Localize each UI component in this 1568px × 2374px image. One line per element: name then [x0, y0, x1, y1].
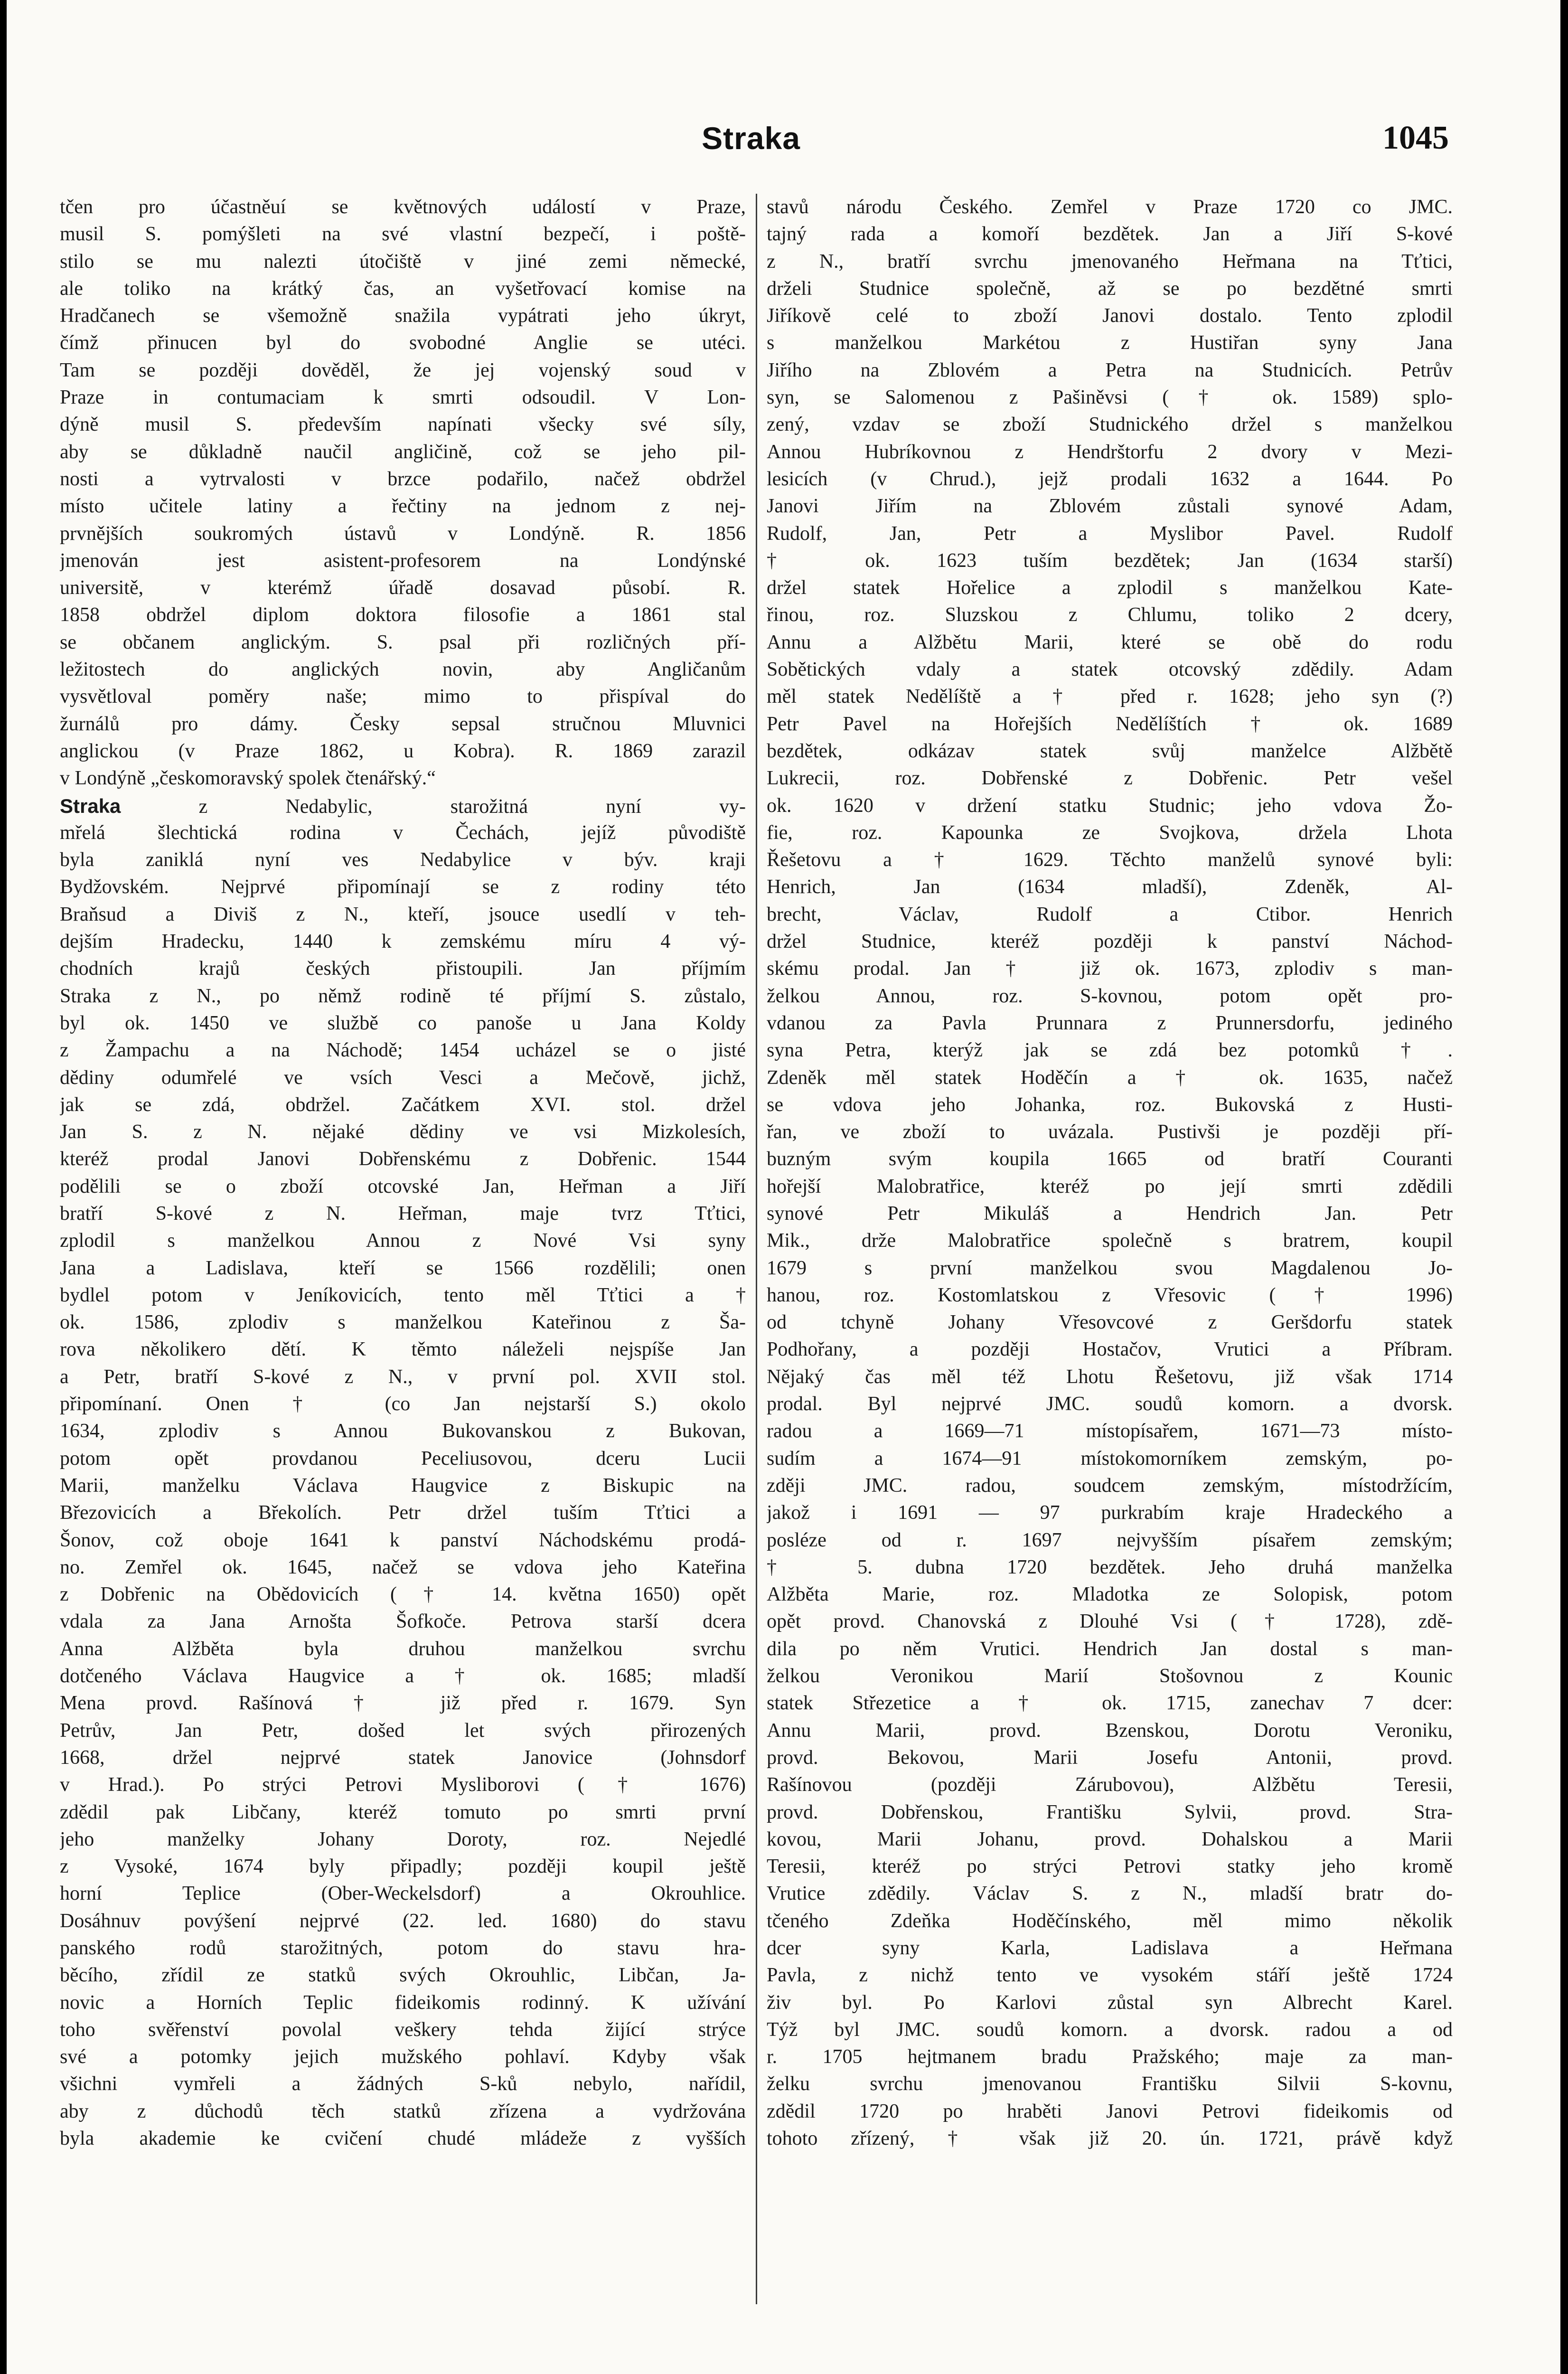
text-line: žurnálů pro dámy. Česky sepsal stručnou Mluvnici: [60, 713, 746, 735]
text-line: vdanou za Pavla Prunnara z Prunnersdorfu, jediného: [767, 1012, 1453, 1034]
text-line: prvnějších soukromých ústavů v Londýně. R. 1856: [60, 522, 746, 545]
text-line: byla akademie ke cvičení chudé mládeže z vyšších: [60, 2128, 746, 2150]
text-line: z Vysoké, 1674 byly připadly; později koupil ještě: [60, 1856, 746, 1878]
text-line: rova několikero dětí. K těmto náleželi nejspíše Jan: [60, 1338, 746, 1361]
text-line: čímž přinucen byl do svobodné Anglie se utéci.: [60, 332, 746, 354]
text-line: dcer syny Karla, Ladislava a Heřmana: [767, 1937, 1453, 1959]
text-line: tajný rada a komoří bezdětek. Jan a Jiří S-kové: [767, 223, 1453, 245]
text-line: zplodil s manželkou Annou z Nové Vsi syny: [60, 1230, 746, 1252]
text-line: jeho manželky Johany Doroty, roz. Nejedlé: [60, 1828, 746, 1850]
text-line: běcího, zřídil ze statků svých Okrouhlic, Libčan, Ja-: [60, 1964, 746, 1987]
text-line: dila po něm Vrutici. Hendrich Jan dostal s man-: [767, 1638, 1453, 1660]
text-line: statek Střezetice a † ok. 1715, zanechav 7 dcer:: [767, 1692, 1453, 1715]
text-line: své a potomky jejich mužského pohlaví. Kdyby však: [60, 2046, 746, 2068]
page-number: 1045: [1382, 120, 1449, 156]
text-line: zdědil 1720 po hraběti Janovi Petrovi fideikomis od: [767, 2100, 1453, 2122]
text-line: želkou Veronikou Marií Stošovnou z Kounic: [767, 1665, 1453, 1687]
text-line: 1634, zplodiv s Annou Bukovanskou z Bukovan,: [60, 1420, 746, 1442]
text-line: panského rodů starožitných, potom do stavu hra-: [60, 1937, 746, 1959]
text-line: ok. 1620 v držení statku Studnic; jeho vdova Žo-: [767, 794, 1453, 817]
text-line: r. 1705 hejtmanem bradu Pražského; maje za man-: [767, 2046, 1453, 2068]
text-line: Rašínovou (později Zárubovou), Alžbětu Teresii,: [767, 1774, 1453, 1796]
text-line: chodních krajů českých přistoupili. Jan příjmím: [60, 958, 746, 980]
text-line: Alžběta Marie, roz. Mladotka ze Solopisk, potom: [767, 1583, 1453, 1606]
text-line: posléze od r. 1697 nejvyšším písařem zemským;: [767, 1529, 1453, 1551]
text-line: jakož i 1691 — 97 purkrabím kraje Hradeckého a: [767, 1502, 1453, 1524]
text-line: byla zaniklá nyní ves Nedabylice v býv. kraji: [60, 849, 746, 871]
text-line: připomínaní. Onen † (co Jan nejstarší S.) okolo: [60, 1393, 746, 1415]
book-page: [7, 0, 1560, 2374]
text-line: † ok. 1623 tuším bezdětek; Jan (1634 starší): [767, 549, 1453, 572]
text-line: bezdětek, odkázav statek svůj manželce Alžbětě: [767, 740, 1453, 762]
text-line: Petr Pavel na Hořejších Nedělíštích † ok. 1689: [767, 713, 1453, 735]
text-line: Straka z Nedabylic, starožitná nyní vy-: [60, 794, 746, 818]
text-line: brecht, Václav, Rudolf a Ctibor. Henrich: [767, 903, 1453, 925]
text-line: 1858 obdržel diplom doktora filosofie a 1861 stal: [60, 604, 746, 626]
text-line: živ byl. Po Karlovi zůstal syn Albrecht Karel.: [767, 1991, 1453, 2014]
text-line: prodal. Byl nejprvé JMC. soudů komorn. a dvorsk.: [767, 1393, 1453, 1415]
text-line: drželi Studnice společně, až se po bezdětné smrti: [767, 277, 1453, 300]
text-line: ležitostech do anglických novin, aby Angličanům: [60, 659, 746, 681]
text-line: z Žampachu a na Náchodě; 1454 ucházel se o jisté: [60, 1039, 746, 1062]
text-line: tohoto zřízený, † však již 20. ún. 1721, právě když: [767, 2128, 1453, 2150]
text-line: želku svrchu jmenovanou Františku Silvii S-kovnu,: [767, 2073, 1453, 2095]
text-line: Praze in contumaciam k smrti odsoudil. V Lon-: [60, 386, 746, 409]
text-line: všichni vymřeli a žádných S-ků nebylo, nařídil,: [60, 2073, 746, 2095]
text-line: potom opět provdanou Peceliusovou, dceru Lucii: [60, 1447, 746, 1470]
text-line: Rudolf, Jan, Petr a Myslibor Pavel. Rudolf: [767, 522, 1453, 545]
text-line: Podhořany, a později Hostačov, Vrutici a Příbram.: [767, 1338, 1453, 1361]
text-line: Zdeněk měl statek Hoděčín a † ok. 1635, načež: [767, 1066, 1453, 1089]
text-line: Bydžovském. Nejprvé připomínají se z rodiny této: [60, 876, 746, 898]
text-line: se občanem anglickým. S. psal při rozličných pří-: [60, 631, 746, 653]
text-line: zený, vzdav se zboží Studnického držel s manželkou: [767, 414, 1453, 436]
column-divider: [756, 194, 757, 2304]
text-line: řan, ve zboží to uvázala. Pustivši je později pří-: [767, 1121, 1453, 1143]
text-line: provd. Bekovou, Marii Josefu Antonii, provd.: [767, 1746, 1453, 1769]
text-line: provd. Dobřenskou, Františku Sylvii, provd. Stra-: [767, 1801, 1453, 1823]
text-line: byl ok. 1450 ve službě co panoše u Jana Koldy: [60, 1012, 746, 1034]
text-line: synové Petr Mikuláš a Hendrich Jan. Petr: [767, 1202, 1453, 1225]
text-line: Řešetovu a † 1629. Těchto manželů synové byli:: [767, 849, 1453, 871]
text-line: novic a Horních Teplic fideikomis rodinný. K užívání: [60, 1991, 746, 2014]
text-line: aby se důkladně naučil angličině, což se jeho pil-: [60, 441, 746, 463]
text-line: Jiřího na Zblovém a Petra na Studnicích. Petrův: [767, 359, 1453, 381]
text-line: † 5. dubna 1720 bezdětek. Jeho druhá manželka: [767, 1556, 1453, 1578]
text-line: tčeného Zdeňka Hoděčínského, měl mimo několik: [767, 1910, 1453, 1932]
text-line: hořejší Malobratřice, kteréž po její smrti zdědili: [767, 1175, 1453, 1197]
right-column: [767, 194, 1453, 2152]
text-line: Annu Marii, provd. Bzenskou, Dorotu Veroniku,: [767, 1719, 1453, 1742]
text-line: Anna Alžběta byla druhou manželkou svrchu: [60, 1638, 746, 1660]
text-line: Jan S. z N. nějaké dědiny ve vsi Mizkolesích,: [60, 1121, 746, 1143]
text-line: fie, roz. Kapounka ze Svojkova, držela Lhota: [767, 821, 1453, 844]
text-line: z N., bratří svrchu jmenovaného Heřmana na Tťtici,: [767, 250, 1453, 273]
text-line: kteréž prodal Janovi Dobřenskému z Dobřenic. 1544: [60, 1148, 746, 1170]
text-line: Vrutice zdědily. Václav S. z N., mladší bratr do-: [767, 1883, 1453, 1905]
text-line: anglickou (v Praze 1862, u Kobra). R. 1869 zarazil: [60, 740, 746, 762]
text-line: ale toliko na krátký čas, an vyšetřovací komise na: [60, 277, 746, 300]
text-line: řinou, roz. Sluzskou z Chlumu, toliko 2 dcery,: [767, 604, 1453, 626]
text-line: želkou Annou, roz. S-kovnou, potom opět pro-: [767, 985, 1453, 1007]
text-line: Straka z N., po němž rodině té příjmí S. zůstalo,: [60, 985, 746, 1007]
text-line: z Dobřenic na Obědovicích († 14. května 1650) opět: [60, 1583, 746, 1606]
text-line: hanou, roz. Kostomlatskou z Vřesovic († 1996): [767, 1284, 1453, 1306]
entry-headword: Straka: [60, 794, 121, 817]
text-line: se vdova jeho Johanka, roz. Bukovská z Husti-: [767, 1093, 1453, 1116]
text-line: zději JMC. radou, soudcem zemským, místodržícím,: [767, 1474, 1453, 1497]
text-line: Annou Hubríkovnou z Hendrštorfu 2 dvory v Mezi-: [767, 441, 1453, 463]
text-line: držel Studnice, kteréž později k panství Náchod-: [767, 931, 1453, 953]
text-line: bratří S-kové z N. Heřman, maje tvrz Tťtici,: [60, 1202, 746, 1225]
text-line: vdala za Jana Arnošta Šofkoče. Petrova starší dcera: [60, 1611, 746, 1633]
text-line: toho svěřenství povolal veškery tehda žijící strýce: [60, 2018, 746, 2041]
text-line: universitě, v kterémž úřadě dosavad působí. R.: [60, 577, 746, 599]
text-line: měl statek Nedělíště a † před r. 1628; jeho syn (?): [767, 686, 1453, 708]
text-line: v Londýně „českomoravský spolek čtenářský.“: [60, 767, 436, 790]
text-line: syna Petra, kterýž jak se zdá bez potomků †.: [767, 1039, 1453, 1062]
text-line: Nějaký čas měl též Lhotu Řešetovu, již však 1714: [767, 1366, 1453, 1388]
text-line: musil S. pomýšleti na své vlastní bezpečí, i poště-: [60, 223, 746, 245]
text-line: Tam se později dověděl, že jej vojenský soud v: [60, 359, 746, 381]
text-line: dýně musil S. především napínati všecky své síly,: [60, 414, 746, 436]
text-line: zdědil pak Libčany, kteréž tomuto po smrti první: [60, 1801, 746, 1823]
text-line: Henrich, Jan (1634 mladší), Zdeněk, Al-: [767, 876, 1453, 898]
text-line: sudím a 1674—91 místokomorníkem zemským, po-: [767, 1447, 1453, 1470]
text-line: jak se zdá, obdržel. Začátkem XVI. stol. držel: [60, 1093, 746, 1116]
text-line: skému prodal. Jan † již ok. 1673, zplodiv s man-: [767, 958, 1453, 980]
text-line: Janovi Jiřím na Zblovém zůstali synové Adam,: [767, 495, 1453, 518]
text-line: Šonov, což oboje 1641 k panství Náchodskému prodá-: [60, 1529, 746, 1551]
text-line: Hradčanech se všemožně snažila vypátrati jeho úkryt,: [60, 305, 746, 327]
text-line: stavů národu Českého. Zemřel v Praze 1720 co JMC.: [767, 196, 1453, 218]
text-line: ok. 1586, zplodiv s manželkou Kateřinou z Ša-: [60, 1311, 746, 1334]
running-header: [53, 117, 1449, 160]
text-line: a Petr, bratří S-kové z N., v první pol. XVII stol.: [60, 1366, 746, 1388]
text-line: od tchyně Johany Vřesovcové z Geršdorfu statek: [767, 1311, 1453, 1334]
text-line: s manželkou Markétou z Hustiřan syny Jana: [767, 332, 1453, 354]
text-line: Marii, manželku Václava Haugvice z Biskupic na: [60, 1474, 746, 1497]
text-line: Annu a Alžbětu Marii, které se obě do rodu: [767, 631, 1453, 653]
text-line: Dosáhnuv povýšení nejprvé (22. led. 1680) do stavu: [60, 1910, 746, 1932]
text-line: Braňsud a Diviš z N., kteří, jsouce usedlí v teh-: [60, 903, 746, 925]
text-line: horní Teplice (Ober-Weckelsdorf) a Okrouhlice.: [60, 1883, 746, 1905]
text-line: Pavla, z nichž tento ve vysokém stáří ještě 1724: [767, 1964, 1453, 1987]
text-line: mřelá šlechtická rodina v Čechách, jejíž původiště: [60, 821, 746, 844]
text-line: Jiříkově celé to zboží Janovi dostalo. Tento zplodil: [767, 305, 1453, 327]
text-line: bydlel potom v Jeníkovicích, tento měl Tťtici a †: [60, 1284, 746, 1306]
text-line: tčen pro účastněuí se květnových událostí v Praze,: [60, 196, 746, 218]
text-line: lesicích (v Chrud.), jejž prodali 1632 a 1644. Po: [767, 468, 1453, 490]
text-line: dědiny odumřelé ve vsích Vesci a Mečově, jichž,: [60, 1066, 746, 1089]
text-line: vysvětloval poměry naše; mimo to přispíval do: [60, 686, 746, 708]
text-line: Mik., drže Malobratřice společně s bratrem, koupil: [767, 1230, 1453, 1252]
text-line: podělili se o zboží otcovské Jan, Heřman a Jiří: [60, 1175, 746, 1197]
text-line: 1668, držel nejprvé statek Janovice (Johnsdorf: [60, 1746, 746, 1769]
text-line: dotčeného Václava Haugvice a † ok. 1685; mladší: [60, 1665, 746, 1687]
text-line: Teresii, kteréž po strýci Petrovi statky jeho kromě: [767, 1856, 1453, 1878]
text-line: Sobětických vdaly a statek otcovský zdědily. Adam: [767, 659, 1453, 681]
text-line: radou a 1669—71 místopísařem, 1671—73 místo-: [767, 1420, 1453, 1442]
text-line: Březovicích a Břekolích. Petr držel tuším Tťtici a: [60, 1502, 746, 1524]
text-line: Jana a Ladislava, kteří se 1566 rozdělili; onen: [60, 1257, 746, 1279]
text-line: Petrův, Jan Petr, došed let svých přirozených: [60, 1719, 746, 1742]
text-line: 1679 s první manželkou svou Magdalenou Jo-: [767, 1257, 1453, 1279]
text-line: místo učitele latiny a řečtiny na jednom z nej-: [60, 495, 746, 518]
text-line: Lukrecii, roz. Dobřenské z Dobřenic. Petr vešel: [767, 767, 1453, 790]
page-title: Straka: [702, 121, 800, 156]
text-line: no. Zemřel ok. 1645, načež se vdova jeho Kateřina: [60, 1556, 746, 1578]
text-line: opět provd. Chanovská z Dlouhé Vsi († 1728), zdě-: [767, 1611, 1453, 1633]
text-line: jmenován jest asistent-profesorem na Londýnské: [60, 549, 746, 572]
text-line: stilo se mu nalezti útočiště v jiné zemi německé,: [60, 250, 746, 273]
text-line: držel statek Hořelice a zplodil s manželkou Kate-: [767, 577, 1453, 599]
text-line: syn, se Salomenou z Pašiněvsi († ok. 1589) splo-: [767, 386, 1453, 409]
text-line: aby z důchodů těch statků zřízena a vydržována: [60, 2100, 746, 2122]
text-line: dejším Hradecku, 1440 k zemskému míru 4 vý-: [60, 931, 746, 953]
text-line: nosti a vytrvalosti v brzce podařilo, načež obdržel: [60, 468, 746, 490]
text-line: buzným svým koupila 1665 od bratří Couranti: [767, 1148, 1453, 1170]
text-line: Týž byl JMC. soudů komorn. a dvorsk. radou a od: [767, 2018, 1453, 2041]
left-column: [60, 194, 746, 2152]
text-line: Mena provd. Rašínová † již před r. 1679. Syn: [60, 1692, 746, 1715]
text-line: v Hrad.). Po strýci Petrovi Mysliborovi († 1676): [60, 1774, 746, 1796]
text-line: kovou, Marii Johanu, provd. Dohalskou a Marii: [767, 1828, 1453, 1850]
